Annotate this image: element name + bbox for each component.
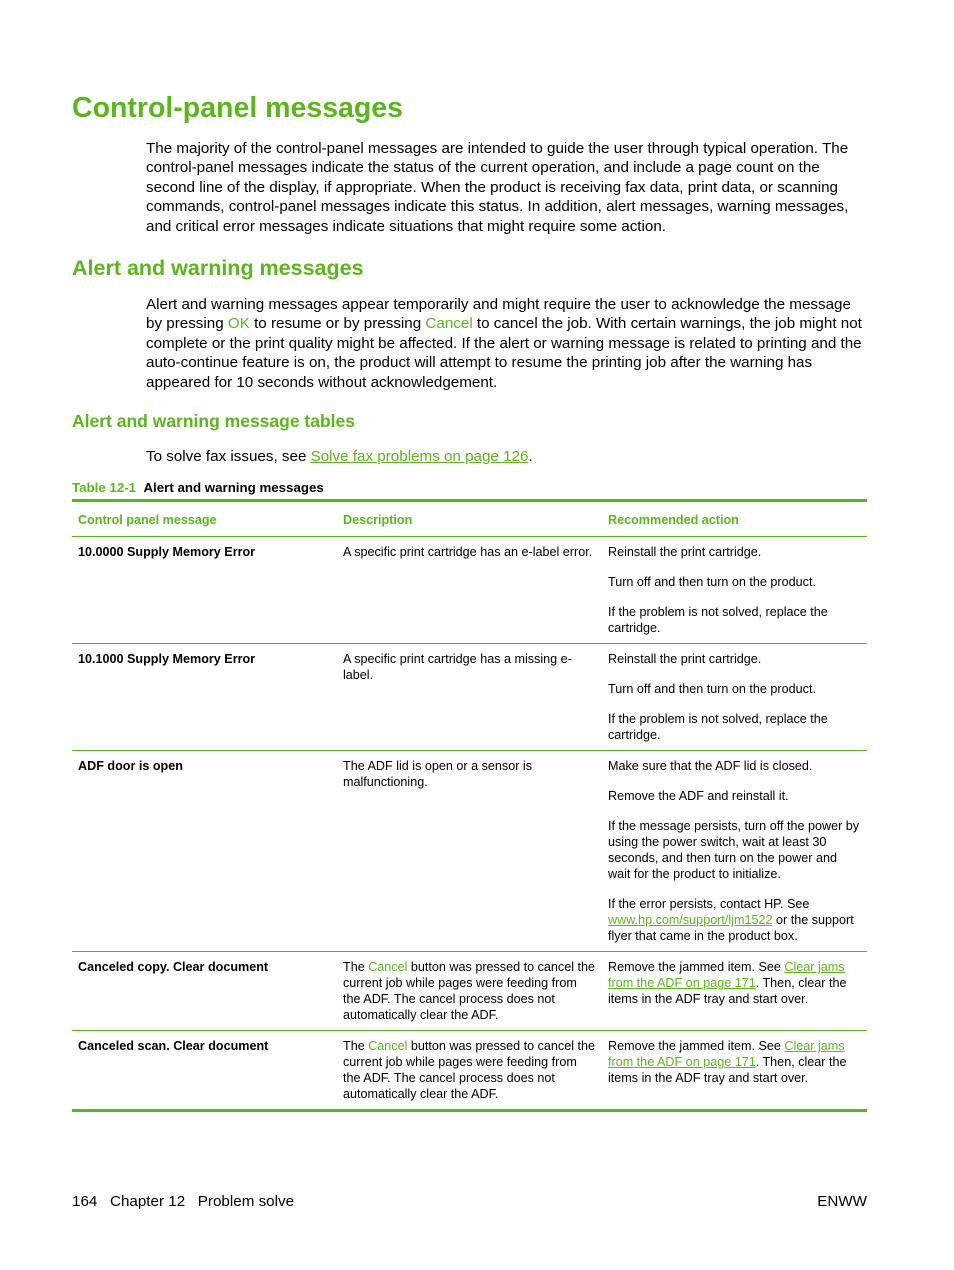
message-cell: Canceled copy. Clear document [72,952,337,1031]
table-header-row [72,502,867,537]
column-header: Description [337,502,602,537]
alert-text-b: to resume or by pressing [249,315,426,333]
action-text-end: . Then, clear the items in the ADF tray and start over. [608,976,847,1006]
table-row [72,1031,867,1110]
description-cell: The ADF lid is open or a sensor is malfunctioning. [337,751,602,952]
action-cell [602,1031,867,1110]
action-text: Remove the jammed item. See [608,1039,785,1053]
page-title: Control-panel messages [72,92,404,124]
desc-text: The [343,960,369,974]
solve-paragraph [146,447,870,466]
message-cell: 10.0000 Supply Memory Error [72,537,337,644]
description-cell [337,1031,602,1110]
action-text: Remove the jammed item. See [608,960,785,974]
cancel-button-ref: Cancel [425,315,473,333]
clear-jams-link[interactable]: Clear jams from the ADF on page 171 [608,1039,845,1069]
table-caption [72,480,324,495]
footer-edition: ENWW [817,1193,867,1210]
column-header: Control panel message [72,502,337,537]
cancel-button-ref: Cancel [368,960,408,974]
clear-jams-link[interactable]: Clear jams from the ADF on page 171 [608,960,845,990]
action-text: If the error persists, contact HP. See [608,897,810,911]
support-link[interactable]: www.hp.com/support/ljm1522 [608,913,773,927]
table-caption-title: Alert and warning messages [143,480,324,495]
column-header: Recommended action [602,502,867,537]
intro-paragraph: The majority of the control-panel messages are intended to guide the user through typical operation. The control-panel messages indicate the status of the current operation, and include a page count on the second line of the display, if appropriate. When the product is receiving fax data, print data, or scanning commands, control-panel messages indicate this status. In addition, alert messages, warning messages, and critical error messages indicate situations that might require some action. [146,140,849,235]
desc-text: The [343,1039,369,1053]
action-step: Reinstall the print cartridge. [608,545,762,559]
action-step: Remove the ADF and reinstall it. [608,789,789,803]
message-cell: 10.1000 Supply Memory Error [72,644,337,751]
action-step: If the problem is not solved, replace the cartridge. [608,605,828,635]
action-text-end: . Then, clear the items in the ADF tray and start over. [608,1055,847,1085]
solve-fax-link[interactable]: Solve fax problems on page 126 [310,448,529,465]
action-step: Turn off and then turn on the product. [608,682,816,696]
message-cell: ADF door is open [72,751,337,952]
solve-text: To solve fax issues, see [146,448,311,465]
cancel-button-ref: Cancel [368,1039,408,1053]
description-cell [337,952,602,1031]
section-heading: Alert and warning messages [72,256,364,280]
action-cell [602,537,867,644]
ok-button-ref: OK [227,315,250,333]
footer-page-info: 164 Chapter 12 Problem solve [72,1193,295,1210]
action-text-end: or the support flyer that came in the product box. [608,913,854,943]
alert-paragraph [146,295,870,392]
solve-text-end: . [528,448,533,465]
message-cell: Canceled scan. Clear document [72,1031,337,1110]
alert-table [72,499,867,1112]
action-step: Reinstall the print cartridge. [608,652,762,666]
alert-text-c: to cancel the job. With certain warnings, the job might not complete or the print quality might be affected. If the alert or warning message is related to printing and the auto-continue feature is on, the product will attempt to resume the printing job after the warning has appeared for 10 seconds without acknowledgement. [146,315,862,391]
description-cell: A specific print cartridge has a missing e-label. [337,644,602,751]
table-caption-number: Table 12-1 [72,480,137,495]
action-step: If the problem is not solved, replace the cartridge. [608,712,828,742]
action-step: Make sure that the ADF lid is closed. [608,759,813,773]
table-row [72,751,867,952]
subsection-heading: Alert and warning message tables [72,411,356,431]
action-cell [602,644,867,751]
action-step: Turn off and then turn on the product. [608,575,816,589]
desc-text-end: button was pressed to cancel the current job while pages were feeding from the ADF. The cancel process does not automatically clear the ADF. [343,1039,596,1101]
action-cell [602,751,867,952]
table-row [72,537,867,644]
action-step [608,896,861,944]
description-cell: A specific print cartridge has an e-label error. [337,537,602,644]
action-step: If the message persists, turn off the power by using the power switch, wait at least 30 seconds, and then turn on the power and wait for the product to initialize. [608,819,860,881]
table-row [72,644,867,751]
alert-text-a: Alert and warning messages appear temporarily and might require the user to acknowledge the message by pressing [146,296,851,333]
desc-text-end: button was pressed to cancel the current job while pages were feeding from the ADF. The cancel process does not automatically clear the ADF. [343,960,596,1022]
action-cell [602,952,867,1031]
table-row [72,952,867,1031]
